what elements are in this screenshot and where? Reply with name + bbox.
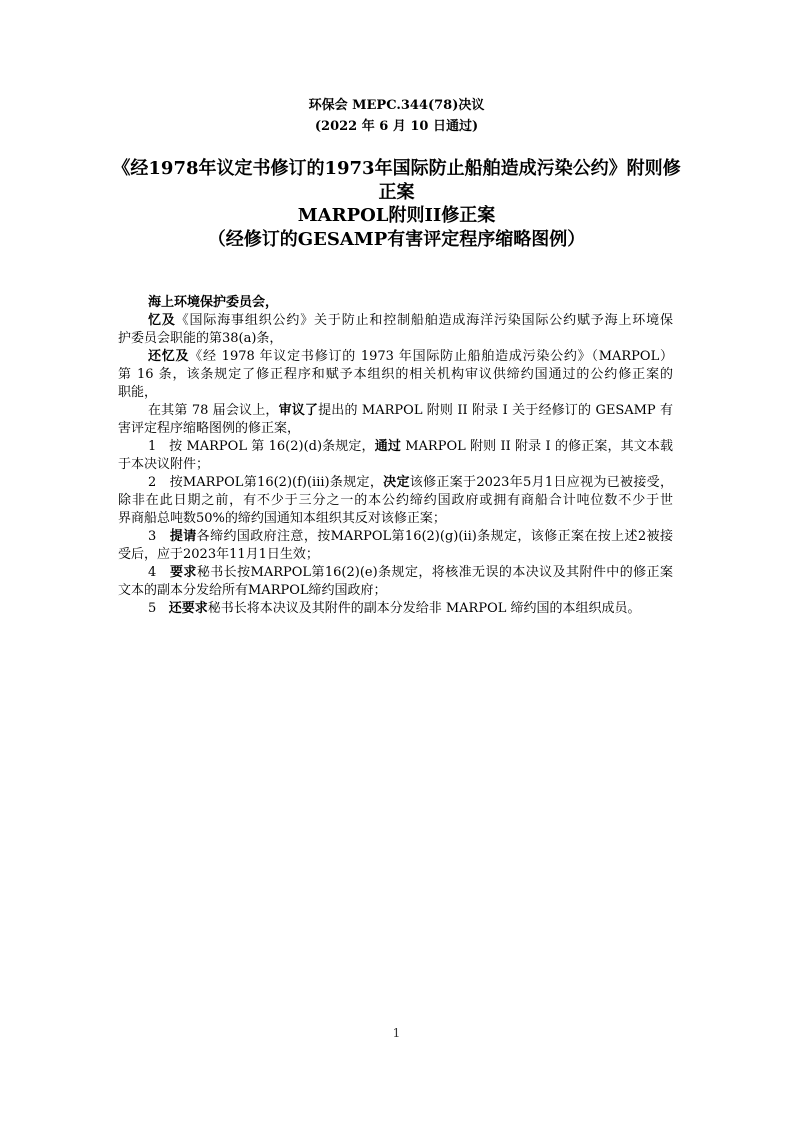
title-line-2: 正案 (378, 182, 415, 203)
operative-item-1: 1 按 MARPOL 第 16(2)(d)条规定，通过 MARPOL 附则 II 附录 I 的修正案，其文本载 (148, 439, 673, 454)
having-considered-paragraph: 在其第 78 届会议上，审议了提出的 MARPOL 附则 II 附录 I 关于经修订的 GESAMP 有 (148, 403, 673, 418)
operative-item-3: 3 提请各缔约国政府注意，按MARPOL第16(2)(g)(ii)条规定，该修正案在按上述2被接 (148, 529, 673, 544)
operative-item-4: 4 要求秘书长按MARPOL第16(2)(e)条规定，将核准无误的本决议及其附件中的修正案 (148, 565, 673, 580)
operative-item-2: 2 按MARPOL第16(2)(f)(iii)条规定，决定该修正案于2023年5月1日应视为已被接受， (148, 475, 673, 490)
recalling-paragraph: 忆及《国际海事组织公约》关于防止和控制船舶造成海洋污染国际公约赋予海上环境保 (148, 313, 673, 328)
operative-item-1-cont: 于本决议附件； (118, 457, 210, 472)
recalling-further-cont: 第 16 条，该条规定了修正程序和赋予本组织的相关机构审议供缔约国通过的公约修正案的 (118, 367, 673, 382)
operative-item-2-cont: 除非在此日期之前，有不少于三分之一的本公约缔约国政府或拥有商船合计吨位数不少于世 (118, 493, 673, 508)
title-line-4: （经修订的GESAMP有害评定程序缩略图例） (207, 229, 586, 250)
committee-heading: 海上环境保护委员会， (148, 295, 279, 310)
recalling-further-paragraph: 还忆及《经 1978 年议定书修订的 1973 年国际防止船舶造成污染公约》（MARPOL） (148, 349, 673, 364)
resolution-id: 环保会 MEPC.344(78)决议 (308, 98, 485, 113)
recalling-further-end: 职能， (118, 385, 158, 400)
adopted-date: (2022 年 6 月 10 日通过) (314, 119, 479, 134)
title-line-3: MARPOL附则II修正案 (297, 205, 496, 226)
having-considered-cont: 害评定程序缩略图例的修正案， (118, 421, 301, 436)
operative-item-2-end: 界商船总吨数50%的缔约国通知本组织其反对该修正案； (118, 511, 446, 526)
operative-item-5: 5 还要求秘书长将本决议及其附件的副本分发给非 MARPOL 缔约国的本组织成员。 (148, 601, 641, 616)
operative-item-4-cont: 文本的副本分发给所有MARPOL缔约国政府； (118, 583, 387, 598)
operative-item-3-cont: 受后，应于2023年11月1日生效； (118, 547, 319, 562)
title-line-1: 《经1978年议定书修订的1973年国际防止船舶造成污染公约》附则修 (112, 158, 681, 179)
page-number: 1 (392, 1026, 401, 1040)
recalling-paragraph-cont: 护委员会职能的第38(a)条， (118, 331, 283, 346)
